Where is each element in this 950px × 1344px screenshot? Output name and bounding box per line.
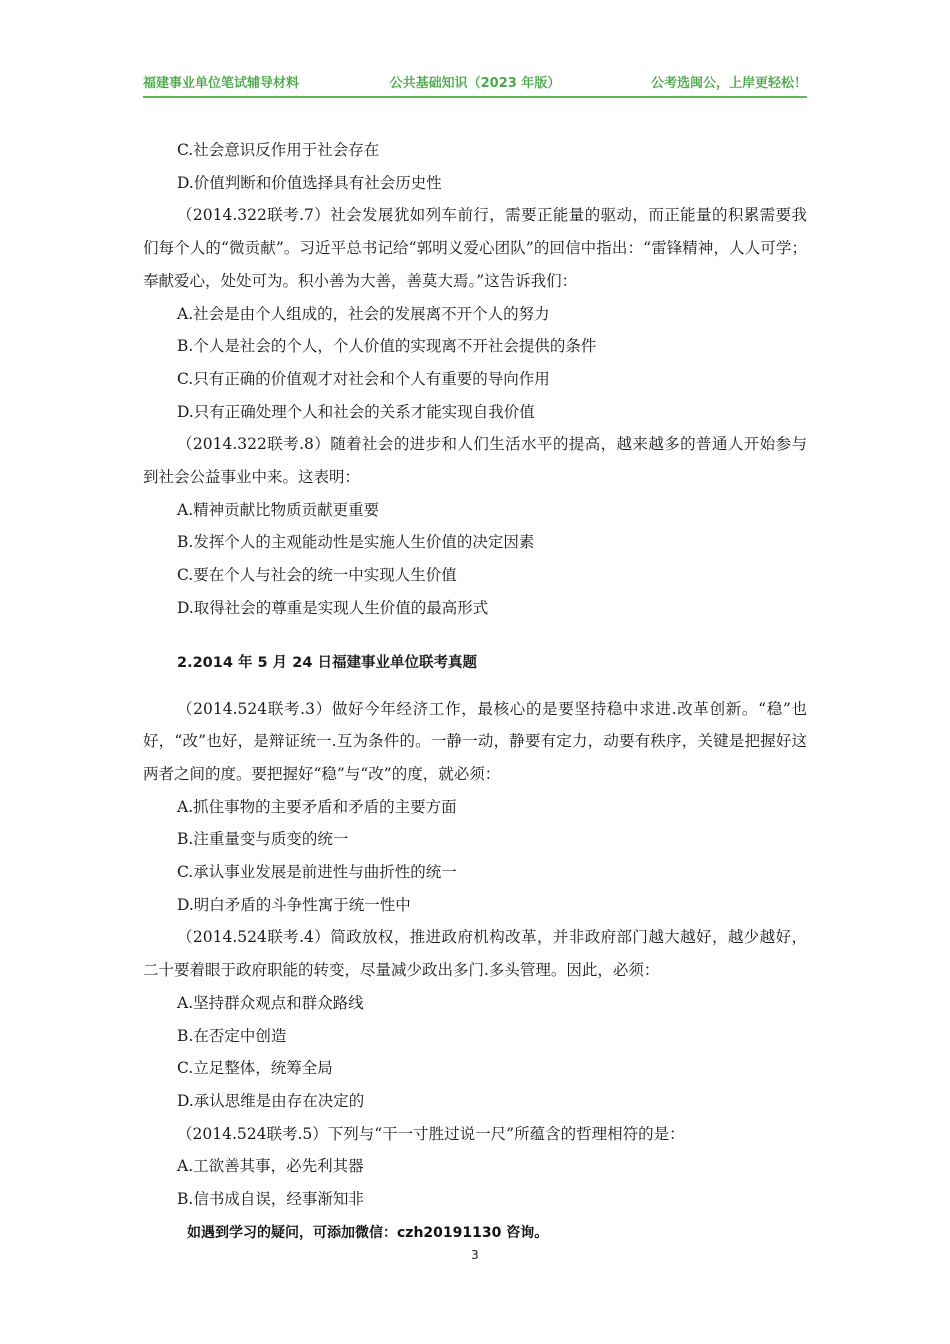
question-stem-2014-524-5: （2014.524联考.5）下列与“干一寸胜过说一尺”所蕴含的哲理相符的是： (177, 1124, 685, 1143)
option-c: C.承认事业发展是前进性与曲折性的统一 (177, 863, 457, 882)
option-b: B.个人是社会的个人，个人价值的实现离不开社会提供的条件 (177, 337, 597, 356)
option-d: D.取得社会的尊重是实现人生价值的最高形式 (177, 598, 489, 617)
section-heading: 2.2014 年 5 月 24 日福建事业单位联考真题 (177, 654, 477, 671)
option-a: A.抓住事物的主要矛盾和矛盾的主要方面 (177, 797, 457, 816)
page-content (143, 134, 807, 1216)
option-d: D.明白矛盾的斗争性寓于统一性中 (177, 895, 411, 914)
option-a: A.精神贡献比物质贡献更重要 (177, 500, 380, 519)
option-c: C.社会意识反作用于社会存在 (177, 141, 380, 159)
option-b: B.发挥个人的主观能动性是实施人生价值的决定因素 (177, 533, 535, 552)
option-c: C.要在个人与社会的统一中实现人生价值 (177, 566, 457, 585)
option-c: C.立足整体，统筹全局 (177, 1059, 333, 1078)
option-b: B.信书成自误，经事渐知非 (177, 1190, 364, 1209)
question-stem-2014-524-4: （2014.524联考.4）简政放权，推进政府机构改革，并非政府部门越大越好，越少越好，二十要着眼于政府职能的转变，尽量减少政出多门.多头管理。因此，必须： (143, 928, 807, 980)
header-right-slogan: 公考选闽公，上岸更轻松！ (650, 76, 807, 91)
page-header (143, 72, 807, 91)
page-number: 3 (471, 1248, 479, 1262)
option-c: C.只有正确的价值观才对社会和个人有重要的导向作用 (177, 369, 550, 388)
question-stem-2014-322-8: （2014.322联考.8）随着社会的进步和人们生活水平的提高，越来越多的普通人开始参与到社会公益事业中来。这表明： (143, 435, 807, 487)
question-stem-2014-524-3: （2014.524联考.3）做好今年经济工作，最核心的是要坚持稳中求进.改革创新。“稳”也好，“改”也好，是辩证统一.互为条件的。一静一动，静要有定力，动要有秩序，关键是把握好这两者之间的度。要把握好“稳”与“改”的度，就必须： (143, 699, 807, 783)
header-center-title: 公共基础知识（2023 年版） (389, 76, 561, 91)
option-a: A.坚持群众观点和群众路线 (177, 993, 364, 1012)
option-d: D.承认思维是由存在决定的 (177, 1091, 365, 1110)
footer-contact-note: 如遇到学习的疑问，可添加微信：czh20191130 咨询。 (187, 1225, 549, 1241)
option-b: B.在否定中创造 (177, 1026, 287, 1045)
question-stem-2014-322-7: （2014.322联考.7）社会发展犹如列车前行，需要正能量的驱动，而正能量的积累需要我们每个人的“微贡献”。习近平总书记给“郭明义爱心团队”的回信中指出：“雷锋精神，人人可学；奉献爱心，处处可为。积小善为大善，善莫大焉。”这告诉我们： (143, 206, 807, 290)
option-b: B.注重量变与质变的统一 (177, 830, 349, 849)
option-d: D.只有正确处理个人和社会的关系才能实现自我价值 (177, 402, 535, 421)
header-divider (143, 96, 807, 98)
option-d: D.价值判断和价值选择具有社会历史性 (177, 173, 442, 192)
option-a: A.社会是由个人组成的，社会的发展离不开个人的努力 (177, 304, 550, 323)
option-a: A.工欲善其事，必先利其器 (177, 1157, 364, 1176)
header-left-title: 福建事业单位笔试辅导材料 (143, 76, 300, 91)
